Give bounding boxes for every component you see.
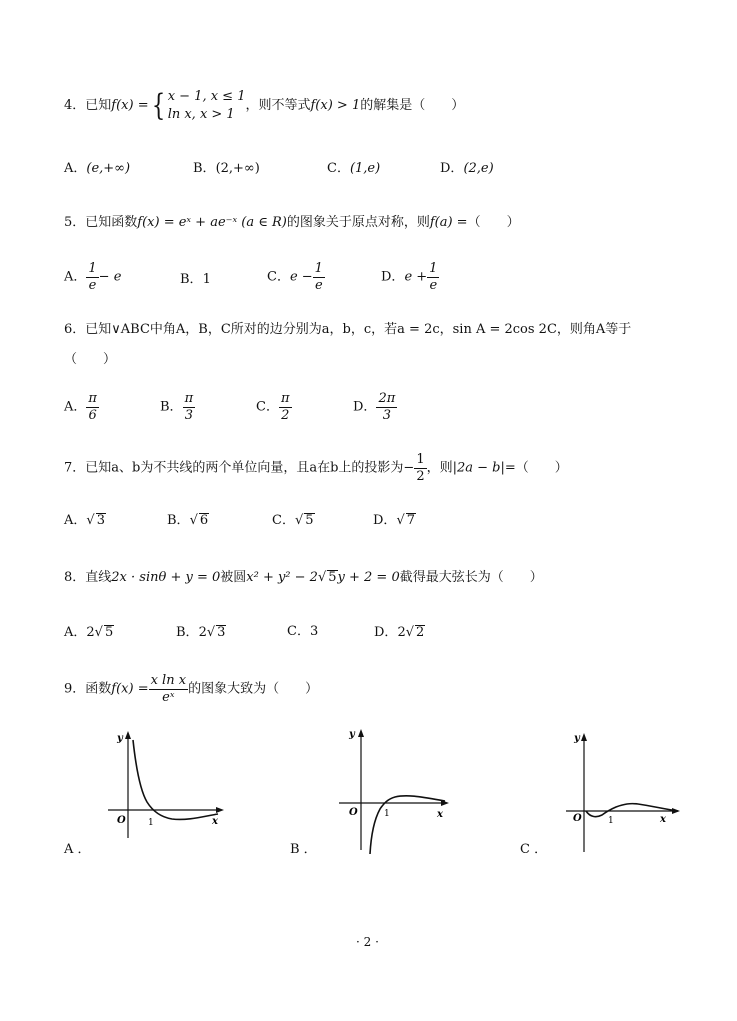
q7-option-c: C．√ 5 <box>272 513 314 528</box>
q5-fa: f(a) = <box>429 215 468 230</box>
graph-b <box>337 724 457 856</box>
q8-option-c: C．3 <box>287 624 319 639</box>
graph-a-y-label: y <box>117 733 123 744</box>
q4-stem-pre: 4．已知 <box>64 98 112 114</box>
q7-option-d: D．√ 7 <box>373 513 416 528</box>
graph-c <box>564 728 686 856</box>
q5-func: f(x) = eˣ + ae⁻ˣ (a ∈ R) <box>137 215 287 230</box>
q4-option-c: C．(1,e) <box>327 161 381 176</box>
q8-option-b: B．2√ 3 <box>176 625 226 640</box>
q6-stem-line2: （ ） <box>64 352 117 367</box>
q6-option-a: A． $\frac{\pi}{6}$ <box>64 391 97 423</box>
graph-c-y-arrow <box>581 733 587 741</box>
graph-a-one-label: 1 <box>148 818 154 828</box>
q4-case1: x − 1, x ≤ 1 <box>167 89 246 104</box>
graph-c-one-label: 1 <box>608 816 614 826</box>
q8-option-d: D．2√ 2 <box>374 625 425 640</box>
q7-abs-expr: |2a − b| <box>452 460 505 476</box>
q4-ineq: f(x) > 1 <box>310 98 361 114</box>
graph-a-x-arrow <box>216 807 224 813</box>
q4-option-d: D．(2,e) <box>440 161 494 176</box>
q9-stem: 9．函数f(x) = $\frac{\text{x ln x}}{\text{eˣ}}$ 的图象大致为（ ） <box>64 673 319 705</box>
q5-option-b: B．1 <box>180 272 211 287</box>
q4-option-b: B．(2,+∞) <box>193 161 260 176</box>
graph-a-x-label: x <box>212 816 218 827</box>
q4-func: f(x) = <box>111 98 149 114</box>
graph-c-x-label: x <box>660 814 666 825</box>
graph-a-origin-label: O <box>117 815 126 826</box>
q6-option-c: C． $\frac{\pi}{2}$ <box>256 391 290 423</box>
graph-b-origin-label: O <box>349 807 358 818</box>
q4-option-a: A．(e,+∞) <box>64 161 131 176</box>
q7-option-b: B．√ 6 <box>167 513 209 528</box>
graph-b-one-label: 1 <box>384 809 390 819</box>
q6-option-d: D． $\frac{2\pi}{3}$ <box>353 391 396 423</box>
graph-b-x-label: x <box>437 809 443 820</box>
q5-option-d: D．e + $\frac{1}{e}$ <box>381 261 438 293</box>
q8-option-a: A．2√ 5 <box>64 625 114 640</box>
q4-case2: ln x, x > 1 <box>167 106 235 122</box>
graph-b-label: B ． <box>290 842 317 857</box>
graph-a-curve <box>133 740 218 819</box>
graph-a <box>100 728 230 856</box>
graph-b-y-arrow <box>358 729 364 737</box>
q5-stem: 5．已知函数f(x) = eˣ + ae⁻ˣ (a ∈ R)的图象关于原点对称，则f(a) =（ ） <box>64 215 520 230</box>
page-number: · 2 · <box>356 935 379 949</box>
graph-c-origin-label: O <box>573 813 582 824</box>
q8-line-eq: 2x · sinθ + y = 0 <box>111 570 221 585</box>
q5-option-a: A． $\frac{1}{e}$ − e <box>64 261 122 293</box>
q7-option-a: A．√ 3 <box>64 513 105 528</box>
q7-stem: 7．已知a、b为不共线的两个单位向量，且a在b上的投影为− $\frac{1}{2}$ ，则|2a − b|=（ ） <box>64 452 568 484</box>
q8-stem: 8．直线2x · sinθ + y = 0被圆x² + y² − 2√ 5y + 2 = 0截得最大弦长为（ ） <box>64 570 543 585</box>
graph-a-y-arrow <box>125 731 131 739</box>
q4-cases <box>168 88 246 123</box>
q4-stem-mid: ，则不等式 <box>245 98 311 114</box>
q5-option-c: C．e − $\frac{1}{e}$ <box>267 261 323 293</box>
graph-c-label: C ． <box>520 842 548 857</box>
graph-b-y-label: y <box>349 729 355 740</box>
q6-stem-line1: 6．已知∨ABC中角A，B，C所对的边分别为a，b，c，若a = 2c，sin A = 2cos 2C，则角A等于 <box>64 322 632 337</box>
q4-brace: { <box>151 87 165 123</box>
q6-option-b: B． $\frac{\pi}{3}$ <box>160 391 194 423</box>
graph-a-label: A ． <box>64 842 91 857</box>
graph-c-y-label: y <box>574 733 580 744</box>
q4-stem-post: 的解集是（ ） <box>360 98 465 114</box>
q4-stem <box>64 88 464 123</box>
graph-b-curve <box>370 796 445 854</box>
